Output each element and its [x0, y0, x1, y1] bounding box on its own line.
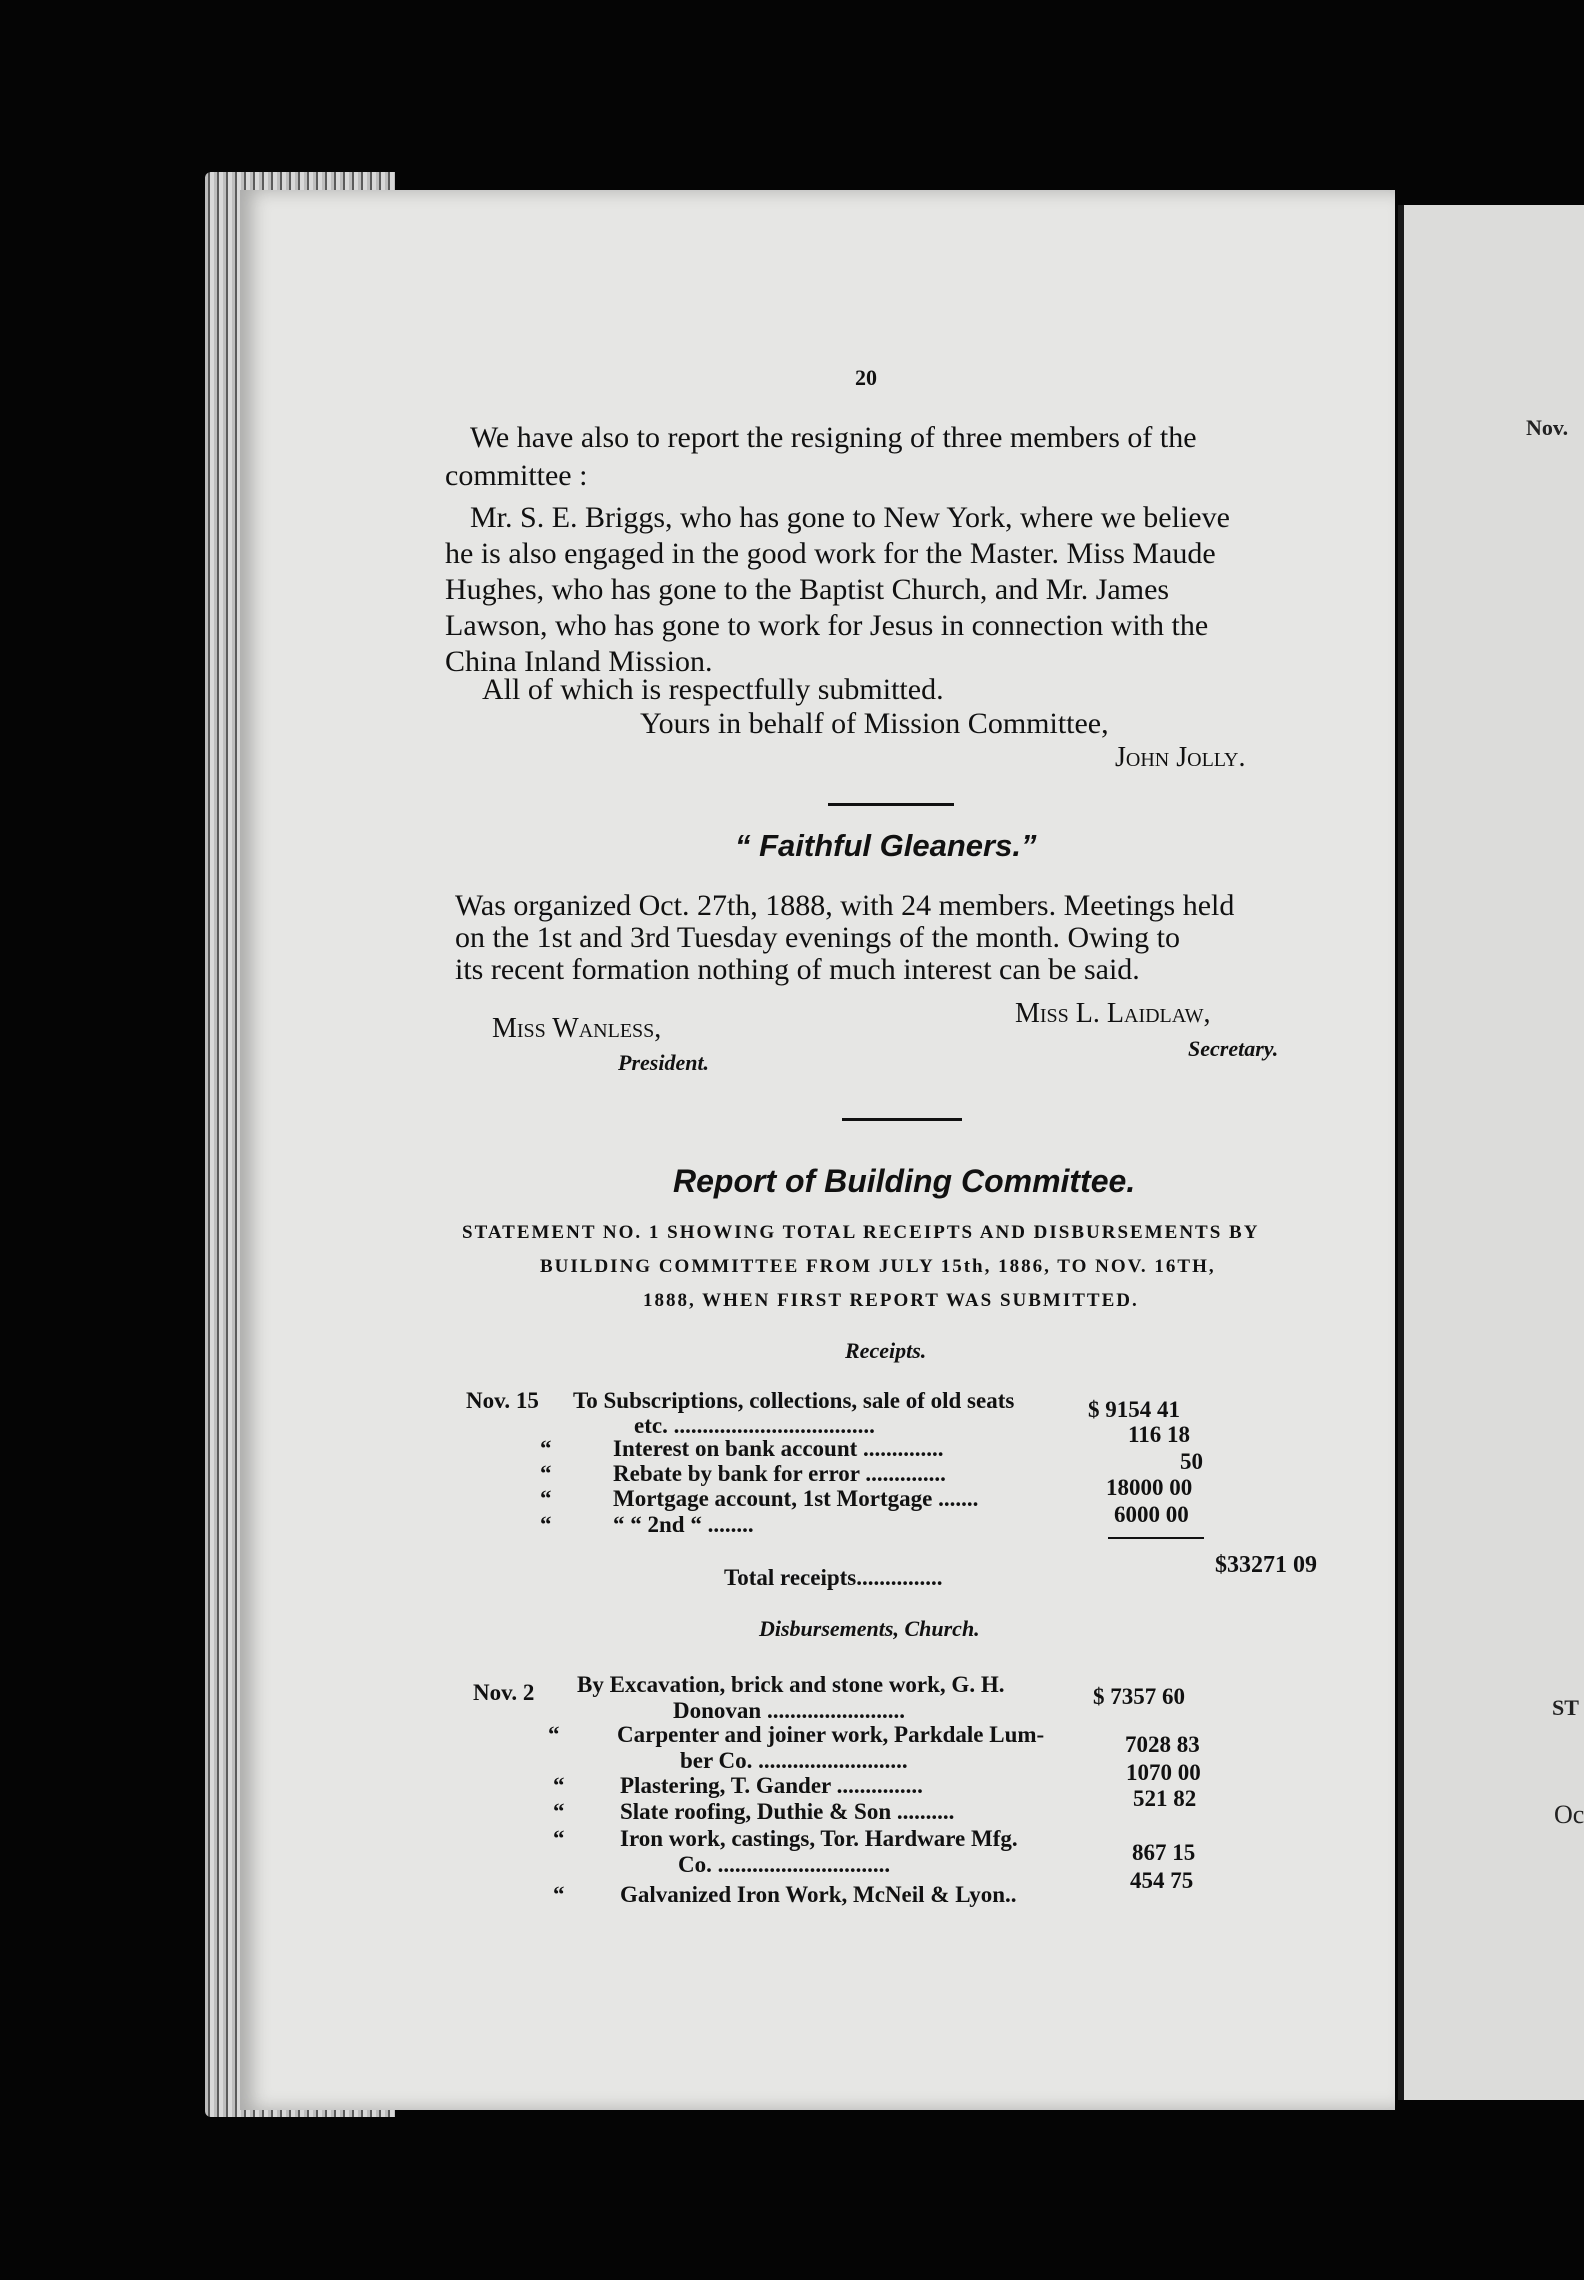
table-amount: 50 — [1180, 1449, 1203, 1474]
receipts-heading: Receipts. — [845, 1338, 927, 1363]
table-ditto: “ — [540, 1461, 552, 1486]
table-desc: Mortgage account, 1st Mortgage ....... — [613, 1486, 979, 1511]
table-ditto: “ — [540, 1486, 552, 1511]
text-line: its recent formation nothing of much interest can be said. — [455, 953, 1140, 986]
statement-line: BUILDING COMMITTEE FROM JULY 15th, 1886, TO NOV. 16TH, — [540, 1256, 1216, 1277]
table-desc: ber Co. .......................... — [680, 1748, 908, 1773]
table-desc: “ “ 2nd “ ........ — [613, 1512, 754, 1537]
text-line: Mr. S. E. Briggs, who has gone to New York, where we believe — [470, 501, 1230, 534]
table-desc: Iron work, castings, Tor. Hardware Mfg. — [620, 1826, 1018, 1851]
table-desc: By Excavation, brick and stone work, G. H. — [577, 1672, 1005, 1697]
page-number: 20 — [855, 365, 877, 390]
table-desc: Galvanized Iron Work, McNeil & Lyon.. — [620, 1882, 1017, 1907]
table-amount: 116 18 — [1128, 1422, 1190, 1447]
secretary-name: Miss L. Laidlaw, — [1015, 998, 1211, 1029]
table-desc: Slate roofing, Duthie & Son .......... — [620, 1799, 955, 1824]
text-line: on the 1st and 3rd Tuesday evenings of the month. Owing to — [455, 921, 1180, 954]
table-date: Nov. 15 — [466, 1388, 539, 1413]
text-line: Hughes, who has gone to the Baptist Church, and Mr. James — [445, 573, 1170, 606]
text-line: China Inland Mission. — [445, 645, 713, 678]
section-divider — [828, 803, 954, 806]
text-line: committee : — [445, 459, 588, 492]
text-line: We have also to report the resigning of three members of the — [470, 421, 1197, 454]
total-amount: $33271 09 — [1215, 1552, 1317, 1578]
table-desc: etc. ................................... — [634, 1413, 875, 1438]
disbursements-heading: Disbursements, Church. — [759, 1616, 980, 1641]
text-line: Was organized Oct. 27th, 1888, with 24 members. Meetings held — [455, 889, 1235, 922]
table-amount: 867 15 — [1132, 1840, 1196, 1865]
closing-line: Yours in behalf of Mission Committee, — [640, 707, 1109, 740]
facing-page-fragment: ST — [1552, 1695, 1579, 1720]
table-desc: Plastering, T. Gander ............... — [620, 1773, 923, 1798]
statement-line: STATEMENT NO. 1 SHOWING TOTAL RECEIPTS AND DISBURSEMENTS BY — [462, 1222, 1260, 1243]
table-desc: Rebate by bank for error .............. — [613, 1461, 946, 1486]
section-title: Report of Building Committee. — [673, 1163, 1136, 1199]
statement-line: 1888, WHEN FIRST REPORT WAS SUBMITTED. — [643, 1290, 1139, 1311]
section-title: “ Faithful Gleaners.” — [735, 828, 1037, 863]
table-ditto: “ — [553, 1826, 565, 1851]
table-amount: $ 9154 41 — [1088, 1397, 1180, 1422]
total-label: Total receipts............... — [724, 1565, 943, 1590]
table-desc: Donovan ........................ — [673, 1698, 905, 1723]
table-ditto: “ — [540, 1436, 552, 1461]
table-amount: 6000 00 — [1114, 1502, 1189, 1527]
signature: John Jolly. — [1115, 742, 1246, 773]
table-desc: Carpenter and joiner work, Parkdale Lum- — [617, 1722, 1045, 1747]
table-date: Nov. 2 — [473, 1680, 535, 1705]
table-amount: $ 7357 60 — [1093, 1684, 1185, 1709]
facing-page-fragment: Nov. — [1526, 415, 1569, 440]
facing-page — [1398, 205, 1584, 2100]
secretary-title: Secretary. — [1188, 1036, 1279, 1061]
table-ditto: “ — [553, 1773, 565, 1798]
table-desc: To Subscriptions, collections, sale of old seats — [573, 1388, 1015, 1413]
table-ditto: “ — [540, 1512, 552, 1537]
table-desc: Interest on bank account .............. — [613, 1436, 944, 1461]
president-name: Miss Wanless, — [492, 1013, 662, 1044]
table-amount: 18000 00 — [1106, 1475, 1193, 1500]
text-line: All of which is respectfully submitted. — [482, 673, 944, 706]
sum-rule — [1108, 1537, 1204, 1539]
table-desc: Co. .............................. — [678, 1852, 891, 1877]
facing-page-fragment: Oc — [1554, 1800, 1584, 1829]
text-line: he is also engaged in the good work for the Master. Miss Maude — [445, 537, 1216, 570]
table-amount: 521 82 — [1133, 1786, 1197, 1811]
table-amount: 7028 83 — [1125, 1732, 1200, 1757]
table-ditto: “ — [553, 1799, 565, 1824]
section-divider — [842, 1118, 962, 1121]
table-ditto: “ — [553, 1882, 565, 1907]
president-title: President. — [618, 1050, 710, 1075]
text-line: Lawson, who has gone to work for Jesus in connection with the — [445, 609, 1209, 642]
table-amount: 1070 00 — [1126, 1760, 1201, 1785]
table-ditto: “ — [548, 1722, 560, 1747]
table-amount: 454 75 — [1130, 1868, 1194, 1893]
